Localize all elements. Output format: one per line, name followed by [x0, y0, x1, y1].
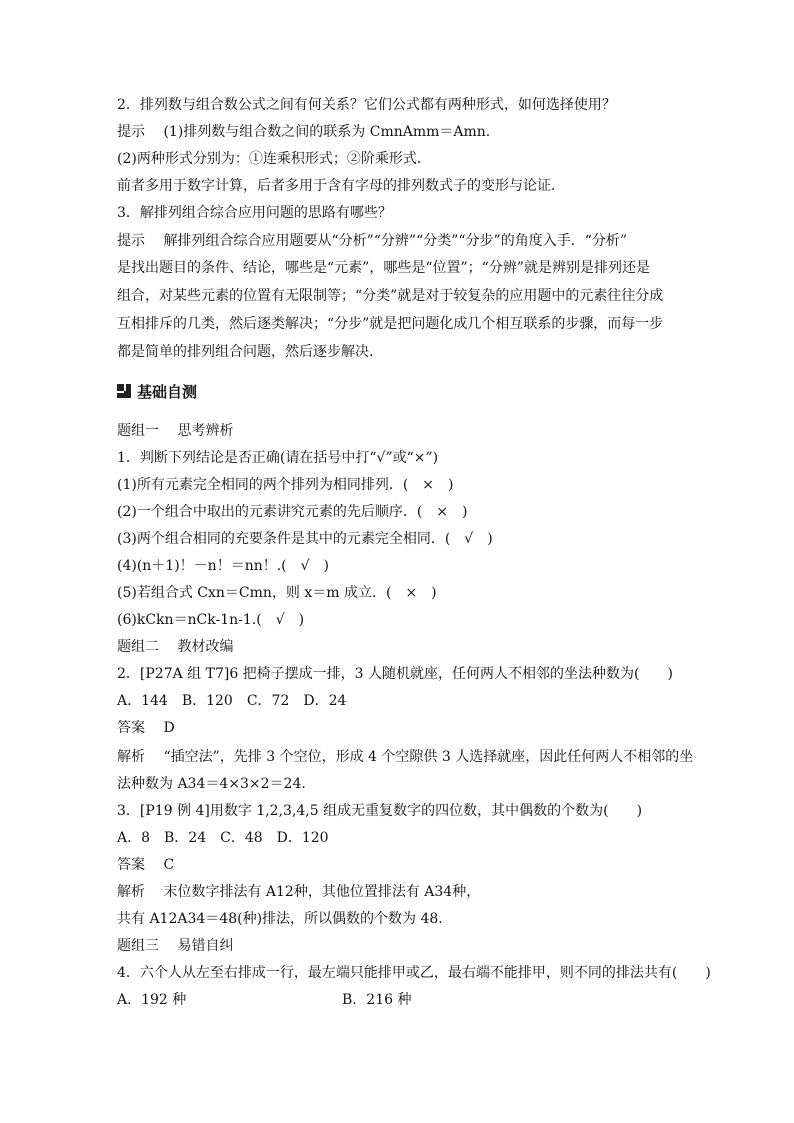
question-3-analysis-cont: 共有 A12A34＝48(种)排法，所以偶数的个数为 48. — [117, 911, 443, 927]
judgment-item: (6)kCkn＝nCk-1n-1.( √ ) — [117, 612, 305, 628]
question-3-hint-line: 都是简单的排列组合问题，然后逐步解决． — [117, 344, 383, 360]
section-title: 基础自测 — [137, 382, 198, 401]
question-3-title: 3．解排列组合综合应用问题的思路有哪些？ — [117, 205, 392, 221]
question-3-analysis — [117, 882, 480, 902]
group-label: 题组二 — [117, 639, 159, 655]
question-4-text: 4．六个人从左至右排成一行，最左端只能排甲或乙，最右端不能排甲，则不同的排法共有( ) — [117, 965, 711, 981]
question-2-answer — [117, 718, 175, 738]
question-3-hint-line: 组合，对某些元素的位置有无限制等；“分类”就是对于较复杂的应用题中的元素往往分成 — [117, 288, 664, 304]
question-1-title: 1．判断下列结论是否正确(请在括号中打“√”或“×”) — [117, 450, 439, 466]
question-3-text: 3．[P19 例 4]用数字 1,2,3,4,5 组成无重复数字的四位数，其中偶数的个数为( ) — [117, 803, 643, 819]
judgment-item: (1)所有元素完全相同的两个排列为相同排列．( × ) — [117, 477, 454, 493]
group-3-header — [117, 936, 233, 956]
group-1-header — [117, 421, 233, 441]
hint-text: 解排列组合综合应用题要从“分析”“分辨”“分类”“分步”的角度入手．“分析” — [163, 233, 628, 249]
answer-value: C — [163, 857, 175, 873]
judgment-item: (3)两个组合相同的充要条件是其中的元素完全相同．( √ ) — [117, 531, 493, 547]
group-label: 题组一 — [117, 423, 159, 439]
group-name: 易错自纠 — [177, 938, 234, 954]
question-3-hint — [117, 231, 627, 251]
hint-text: (1)排列数与组合数之间的联系为 CmnAmm＝Amn. — [163, 124, 491, 140]
question-2-hint — [117, 122, 490, 142]
question-2-options: A．144 B．120 C．72 D．24 — [117, 693, 347, 709]
question-2-analysis-cont: 法种数为 A34＝4×3×2＝24. — [117, 776, 306, 792]
question-3-answer — [117, 855, 174, 875]
question-2-text: 2．[P27A 组 T7]6 把椅子摆成一排，3 人随机就座，任何两人不相邻的坐法种数为( ) — [117, 666, 673, 682]
question-2-usage: 前者多用于数字计算，后者多用于含有字母的排列数式子的变形与论证． — [117, 178, 565, 194]
section-square-icon — [117, 384, 131, 398]
question-3-options: A．8 B．24 C．48 D．120 — [117, 830, 329, 846]
question-3-hint-line: 互相排斥的几类，然后逐类解决；“分步”就是把问题化成几个相互联系的步骤，而每一步 — [117, 316, 664, 332]
answer-label: 答案 — [117, 857, 145, 873]
hint-label: 提示 — [117, 233, 145, 249]
question-2-forms: (2)两种形式分别为：①连乘积形式；②阶乘形式． — [117, 151, 431, 167]
question-4-option-b: B．216 种 — [342, 992, 412, 1008]
group-name: 教材改编 — [177, 639, 234, 655]
section-heading — [117, 380, 197, 402]
group-2-header — [117, 637, 233, 657]
answer-value: D — [163, 720, 175, 736]
question-2-analysis — [117, 747, 693, 767]
analysis-label: 解析 — [117, 884, 145, 900]
judgment-item: (4)(n＋1)！－n！＝nn！.( √ ) — [117, 558, 330, 574]
judgment-item: (5)若组合式 Cxn＝Cmn，则 x＝m 成立．( × ) — [117, 585, 437, 601]
analysis-text: 末位数字排法有 A12种，其他位置排法有 A34种， — [163, 884, 481, 900]
analysis-text: “插空法”，先排 3 个空位，形成 4 个空隙供 3 人选择就座，因此任何两人不相邻的坐 — [163, 749, 694, 765]
group-name: 思考辨析 — [177, 423, 234, 439]
group-label: 题组三 — [117, 938, 159, 954]
answer-label: 答案 — [117, 720, 145, 736]
question-4-option-a: A．192 种 — [117, 992, 187, 1008]
analysis-label: 解析 — [117, 749, 145, 765]
judgment-item: (2)一个组合中取出的元素讲究元素的先后顺序．( × ) — [117, 504, 468, 520]
question-3-hint-line: 是找出题目的条件、结论，哪些是“元素”，哪些是“位置”；“分辨”就是辨别是排列还是 — [117, 260, 650, 276]
question-2-title: 2．排列数与组合数公式之间有何关系？它们公式都有两种形式，如何选择使用？ — [117, 97, 616, 113]
hint-label: 提示 — [117, 124, 145, 140]
